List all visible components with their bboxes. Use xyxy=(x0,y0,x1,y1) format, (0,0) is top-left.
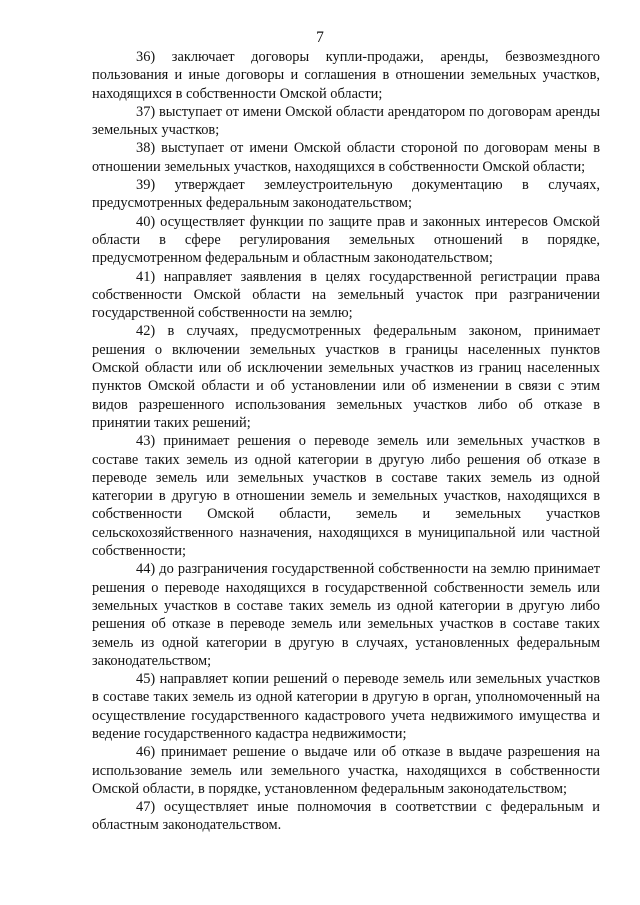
paragraph-item-41: 41) направляет заявления в целях государственной регистрации права собственности Омской области на земельный участок при разграничении государственной собственности на землю; xyxy=(92,268,600,322)
document-body xyxy=(92,48,600,835)
paragraph-item-42: 42) в случаях, предусмотренных федеральным законом, принимает решения о включении земельных участков в границы населенных пунктов Омской области или об исключении земельных участков из границ населенных пунктов Омской области и об установлении или об изменении в связи с этим видов разрешенного использования земельных участков либо об отказе в принятии таких решений; xyxy=(92,323,600,431)
paragraph-item-38: 38) выступает от имени Омской области стороной по договорам мены в отношении земельных участков, находящихся в собственности Омской области; xyxy=(92,140,600,175)
paragraph-item-47: 47) осуществляет иные полномочия в соответствии с федеральным и областным законодательством. xyxy=(92,799,600,834)
paragraph-item-39: 39) утверждает землеустроительную документацию в случаях, предусмотренных федеральным законодательством; xyxy=(92,177,600,212)
paragraph-item-36: 36) заключает договоры купли-продажи, аренды, безвозмездного пользования и иные договоры и соглашения в отношении земельных участков, находящихся в собственности Омской области; xyxy=(92,49,600,102)
paragraph-item-43: 43) принимает решения о переводе земель или земельных участков в составе таких земель из одной категории в другую либо решения об отказе в переводе земель или земельных участков в составе таких земель из одной категории в другую в отношении земель и земельных участков, находящихся в собственности Омской области, земель и земельных участков сельскохозяйственного назначения, находящихся в муниципальной или частной собственности; xyxy=(92,433,600,560)
paragraph-item-37: 37) выступает от имени Омской области арендатором по договорам аренды земельных участков; xyxy=(92,103,600,139)
paragraph-item-45: 45) направляет копии решений о переводе земель или земельных участков в составе таких земель из одной категории в другую в орган, уполномоченный на осуществление государственного кадастрового учета недвижимого имущества и ведение государственного кадастра недвижимости; xyxy=(92,671,600,742)
paragraph-item-46: 46) принимает решение о выдаче или об отказе в выдаче разрешения на использование земель или земельного участка, находящихся в собственности Омской области, в порядке, установленном федеральным законодательством; xyxy=(92,744,600,797)
paragraph-item-40: 40) осуществляет функции по защите прав и законных интересов Омской области в сфере регулирования земельных отношений в порядке, предусмотренном федеральным и областным законодательством; xyxy=(92,213,600,267)
paragraph-item-44: 44) до разграничения государственной собственности на землю принимает решения о переводе находящихся в государственной собственности земель или земельных участков в составе таких земель из одной категории в другую либо решения об отказе в переводе земель или земельных участков в составе таких земель из одной категории в другую в случаях, установленных федеральным законодательством; xyxy=(92,561,600,669)
page-number: 7 xyxy=(316,29,324,46)
